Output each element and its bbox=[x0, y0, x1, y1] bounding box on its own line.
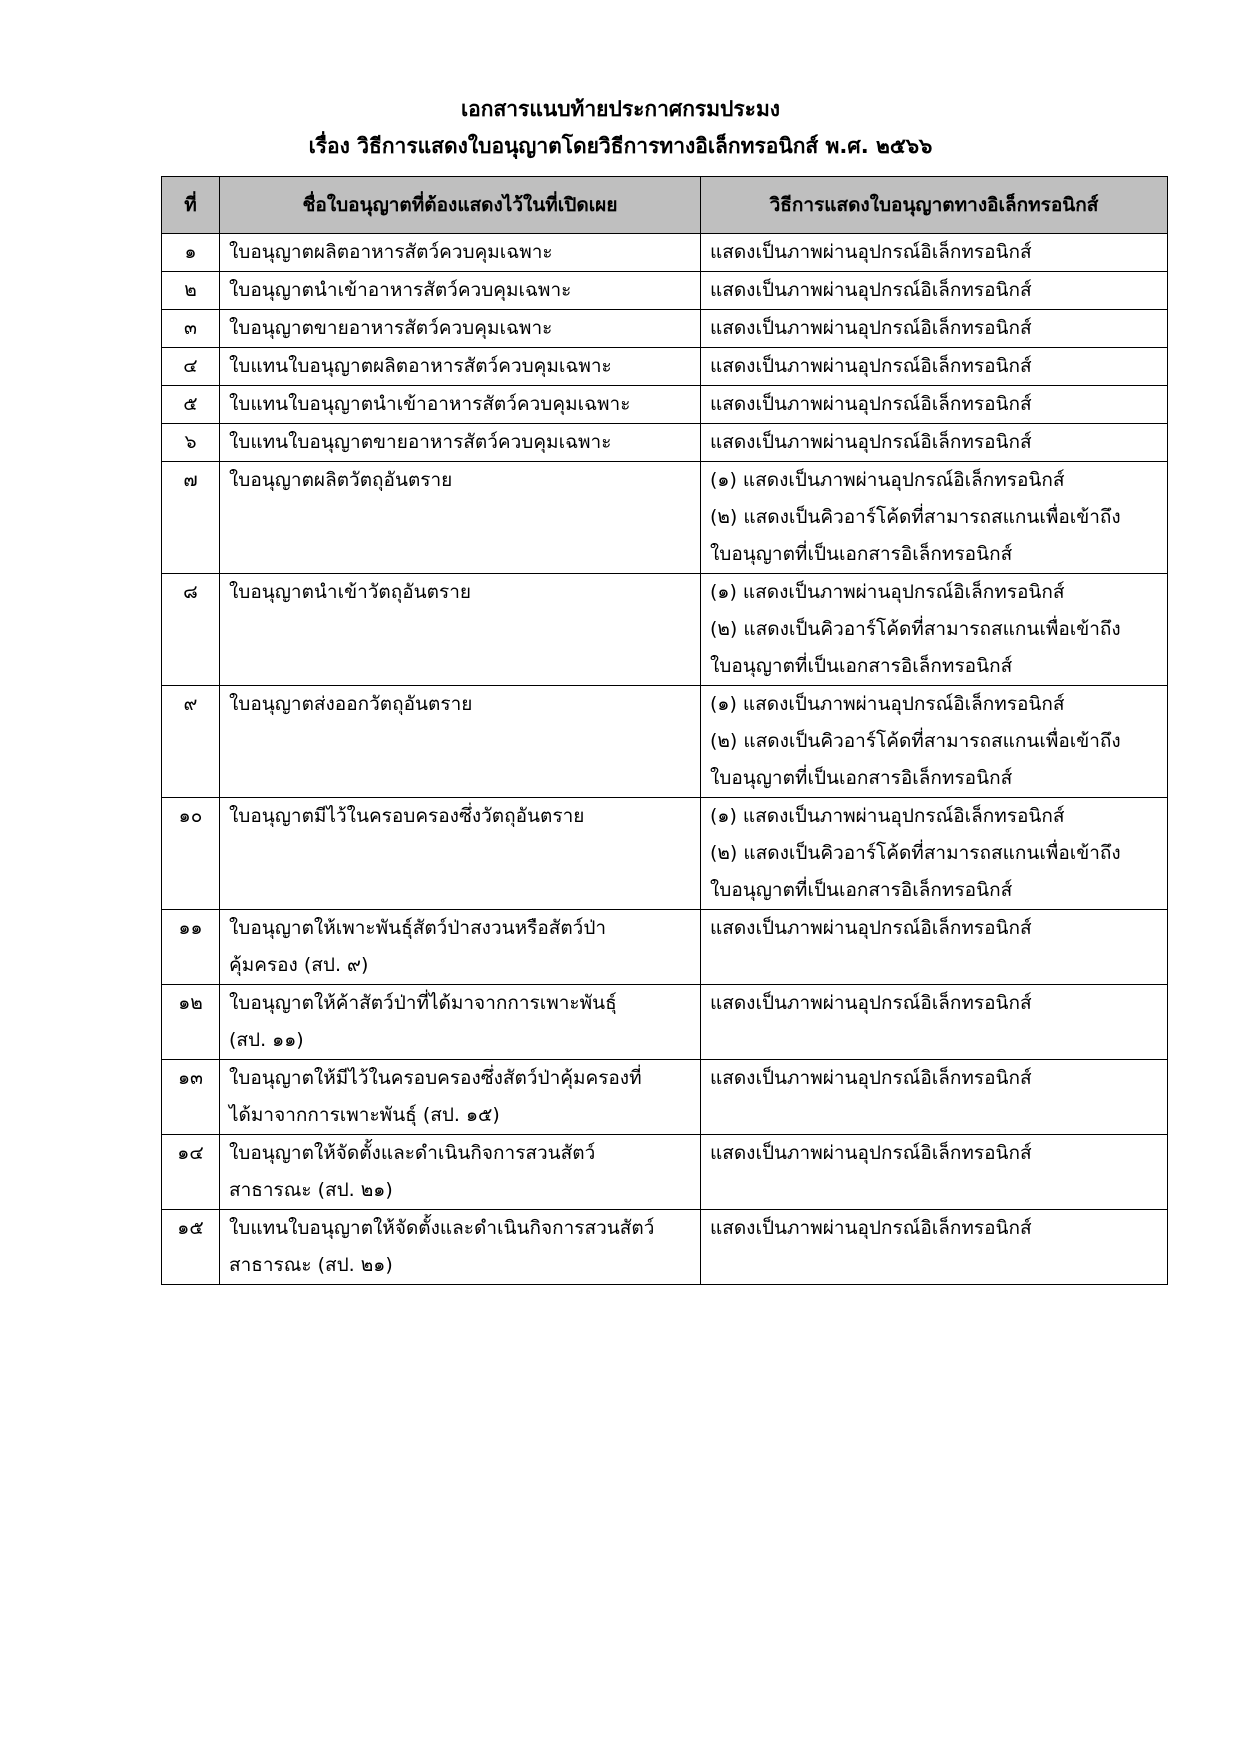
table-row bbox=[162, 985, 1168, 1060]
license-name-line: ใบอนุญาตให้มีไว้ในครอบครองซึ่งสัตว์ป่าคุ้มครองที่ bbox=[229, 1067, 642, 1089]
display-method-line: (๑) แสดงเป็นภาพผ่านอุปกรณ์อิเล็กทรอนิกส์ bbox=[710, 581, 1065, 603]
license-name-cell bbox=[220, 910, 701, 985]
table-header-row bbox=[162, 177, 1168, 234]
license-name-cell bbox=[220, 1210, 701, 1285]
table-row bbox=[162, 798, 1168, 910]
license-name-line: (สป. ๑๑) bbox=[229, 1029, 304, 1051]
table-row bbox=[162, 686, 1168, 798]
license-name-cell bbox=[220, 686, 701, 798]
license-name-cell bbox=[220, 574, 701, 686]
display-method-cell bbox=[701, 272, 1168, 310]
row-number: ๑๑ bbox=[162, 910, 220, 985]
license-name-line: ใบอนุญาตขายอาหารสัตว์ควบคุมเฉพาะ bbox=[229, 317, 553, 339]
display-method-cell bbox=[701, 1210, 1168, 1285]
table-row bbox=[162, 910, 1168, 985]
display-method-cell bbox=[701, 1060, 1168, 1135]
display-method-line: แสดงเป็นภาพผ่านอุปกรณ์อิเล็กทรอนิกส์ bbox=[710, 393, 1032, 415]
display-method-cell bbox=[701, 424, 1168, 462]
display-method-line: แสดงเป็นภาพผ่านอุปกรณ์อิเล็กทรอนิกส์ bbox=[710, 317, 1032, 339]
license-name-cell bbox=[220, 386, 701, 424]
license-name-line: ใบอนุญาตให้ค้าสัตว์ป่าที่ได้มาจากการเพาะพันธุ์ bbox=[229, 992, 617, 1014]
license-name-cell bbox=[220, 310, 701, 348]
display-method-line: แสดงเป็นภาพผ่านอุปกรณ์อิเล็กทรอนิกส์ bbox=[710, 992, 1032, 1014]
row-number: ๑๒ bbox=[162, 985, 220, 1060]
license-name-cell bbox=[220, 348, 701, 386]
table-row bbox=[162, 348, 1168, 386]
row-number: ๑๕ bbox=[162, 1210, 220, 1285]
table-row bbox=[162, 272, 1168, 310]
display-method-line: แสดงเป็นภาพผ่านอุปกรณ์อิเล็กทรอนิกส์ bbox=[710, 1142, 1032, 1164]
display-method-line: แสดงเป็นภาพผ่านอุปกรณ์อิเล็กทรอนิกส์ bbox=[710, 355, 1032, 377]
display-method-line: ใบอนุญาตที่เป็นเอกสารอิเล็กทรอนิกส์ bbox=[710, 767, 1013, 789]
license-name-line: ใบอนุญาตนำเข้าอาหารสัตว์ควบคุมเฉพาะ bbox=[229, 279, 572, 301]
license-name-line: ใบอนุญาตมีไว้ในครอบครองซึ่งวัตถุอันตราย bbox=[229, 805, 585, 827]
license-name-line: สาธารณะ (สป. ๒๑) bbox=[229, 1179, 393, 1201]
document-title: เอกสารแนบท้ายประกาศกรมประมง bbox=[460, 97, 781, 121]
display-method-line: ใบอนุญาตที่เป็นเอกสารอิเล็กทรอนิกส์ bbox=[710, 655, 1013, 677]
display-method-line: (๑) แสดงเป็นภาพผ่านอุปกรณ์อิเล็กทรอนิกส์ bbox=[710, 693, 1065, 715]
display-method-cell bbox=[701, 310, 1168, 348]
row-number: ๒ bbox=[162, 272, 220, 310]
table-row bbox=[162, 386, 1168, 424]
display-method-line: ใบอนุญาตที่เป็นเอกสารอิเล็กทรอนิกส์ bbox=[710, 543, 1013, 565]
display-method-line: (๑) แสดงเป็นภาพผ่านอุปกรณ์อิเล็กทรอนิกส์ bbox=[710, 805, 1065, 827]
header-no: ที่ bbox=[162, 177, 220, 234]
license-name-line: ใบอนุญาตผลิตอาหารสัตว์ควบคุมเฉพาะ bbox=[229, 241, 553, 263]
header-display-method: วิธีการแสดงใบอนุญาตทางอิเล็กทรอนิกส์ bbox=[701, 177, 1168, 234]
display-method-cell bbox=[701, 462, 1168, 574]
license-name-cell bbox=[220, 798, 701, 910]
license-name-cell bbox=[220, 424, 701, 462]
display-method-line: (๒) แสดงเป็นคิวอาร์โค้ดที่สามารถสแกนเพื่อเข้าถึง bbox=[710, 506, 1121, 528]
license-name-line: ใบอนุญาตส่งออกวัตถุอันตราย bbox=[229, 693, 473, 715]
license-display-table bbox=[161, 176, 1168, 1285]
display-method-cell bbox=[701, 910, 1168, 985]
row-number: ๑ bbox=[162, 234, 220, 272]
row-number: ๓ bbox=[162, 310, 220, 348]
display-method-cell bbox=[701, 1135, 1168, 1210]
license-name-line: ใบแทนใบอนุญาตขายอาหารสัตว์ควบคุมเฉพาะ bbox=[229, 431, 612, 453]
license-name-cell bbox=[220, 1060, 701, 1135]
row-number: ๑๔ bbox=[162, 1135, 220, 1210]
row-number: ๕ bbox=[162, 386, 220, 424]
table-row bbox=[162, 234, 1168, 272]
display-method-line: (๒) แสดงเป็นคิวอาร์โค้ดที่สามารถสแกนเพื่อเข้าถึง bbox=[710, 842, 1121, 864]
display-method-cell bbox=[701, 348, 1168, 386]
license-name-line: สาธารณะ (สป. ๒๑) bbox=[229, 1254, 393, 1276]
header-license-name: ชื่อใบอนุญาตที่ต้องแสดงไว้ในที่เปิดเผย bbox=[220, 177, 701, 234]
license-name-line: ใบอนุญาตผลิตวัตถุอันตราย bbox=[229, 469, 453, 491]
display-method-line: (๒) แสดงเป็นคิวอาร์โค้ดที่สามารถสแกนเพื่อเข้าถึง bbox=[710, 730, 1121, 752]
display-method-line: แสดงเป็นภาพผ่านอุปกรณ์อิเล็กทรอนิกส์ bbox=[710, 917, 1032, 939]
license-name-line: ใบแทนใบอนุญาตนำเข้าอาหารสัตว์ควบคุมเฉพาะ bbox=[229, 393, 631, 415]
license-name-cell bbox=[220, 985, 701, 1060]
row-number: ๙ bbox=[162, 686, 220, 798]
display-method-cell bbox=[701, 985, 1168, 1060]
display-method-cell bbox=[701, 234, 1168, 272]
table-row bbox=[162, 574, 1168, 686]
table-row bbox=[162, 1135, 1168, 1210]
table-row bbox=[162, 310, 1168, 348]
display-method-cell bbox=[701, 386, 1168, 424]
license-name-cell bbox=[220, 462, 701, 574]
display-method-line: แสดงเป็นภาพผ่านอุปกรณ์อิเล็กทรอนิกส์ bbox=[710, 279, 1032, 301]
display-method-line: แสดงเป็นภาพผ่านอุปกรณ์อิเล็กทรอนิกส์ bbox=[710, 241, 1032, 263]
row-number: ๘ bbox=[162, 574, 220, 686]
license-name-cell bbox=[220, 272, 701, 310]
row-number: ๔ bbox=[162, 348, 220, 386]
row-number: ๖ bbox=[162, 424, 220, 462]
license-name-line: คุ้มครอง (สป. ๙) bbox=[229, 954, 369, 976]
display-method-cell bbox=[701, 574, 1168, 686]
license-name-line: ใบอนุญาตนำเข้าวัตถุอันตราย bbox=[229, 581, 471, 603]
document-subtitle: เรื่อง วิธีการแสดงใบอนุญาตโดยวิธีการทางอิเล็กทรอนิกส์ พ.ศ. ๒๕๖๖ bbox=[308, 134, 933, 158]
license-name-line: ใบอนุญาตให้จัดตั้งและดำเนินกิจการสวนสัตว์ bbox=[229, 1142, 596, 1164]
display-method-line: แสดงเป็นภาพผ่านอุปกรณ์อิเล็กทรอนิกส์ bbox=[710, 1217, 1032, 1239]
row-number: ๑๐ bbox=[162, 798, 220, 910]
display-method-line: (๒) แสดงเป็นคิวอาร์โค้ดที่สามารถสแกนเพื่อเข้าถึง bbox=[710, 618, 1121, 640]
display-method-line: ใบอนุญาตที่เป็นเอกสารอิเล็กทรอนิกส์ bbox=[710, 879, 1013, 901]
display-method-cell bbox=[701, 686, 1168, 798]
display-method-line: (๑) แสดงเป็นภาพผ่านอุปกรณ์อิเล็กทรอนิกส์ bbox=[710, 469, 1065, 491]
license-name-line: ใบอนุญาตให้เพาะพันธุ์สัตว์ป่าสงวนหรือสัตว์ป่า bbox=[229, 917, 607, 939]
table-row bbox=[162, 1210, 1168, 1285]
license-name-cell bbox=[220, 234, 701, 272]
table-row bbox=[162, 424, 1168, 462]
display-method-line: แสดงเป็นภาพผ่านอุปกรณ์อิเล็กทรอนิกส์ bbox=[710, 1067, 1032, 1089]
table-row bbox=[162, 1060, 1168, 1135]
display-method-cell bbox=[701, 798, 1168, 910]
license-name-cell bbox=[220, 1135, 701, 1210]
license-name-line: ได้มาจากการเพาะพันธุ์ (สป. ๑๕) bbox=[229, 1104, 500, 1126]
display-method-line: แสดงเป็นภาพผ่านอุปกรณ์อิเล็กทรอนิกส์ bbox=[710, 431, 1032, 453]
table-row bbox=[162, 462, 1168, 574]
row-number: ๑๓ bbox=[162, 1060, 220, 1135]
license-name-line: ใบแทนใบอนุญาตให้จัดตั้งและดำเนินกิจการสวนสัตว์ bbox=[229, 1217, 655, 1239]
row-number: ๗ bbox=[162, 462, 220, 574]
license-name-line: ใบแทนใบอนุญาตผลิตอาหารสัตว์ควบคุมเฉพาะ bbox=[229, 355, 612, 377]
table-body bbox=[162, 234, 1168, 1285]
